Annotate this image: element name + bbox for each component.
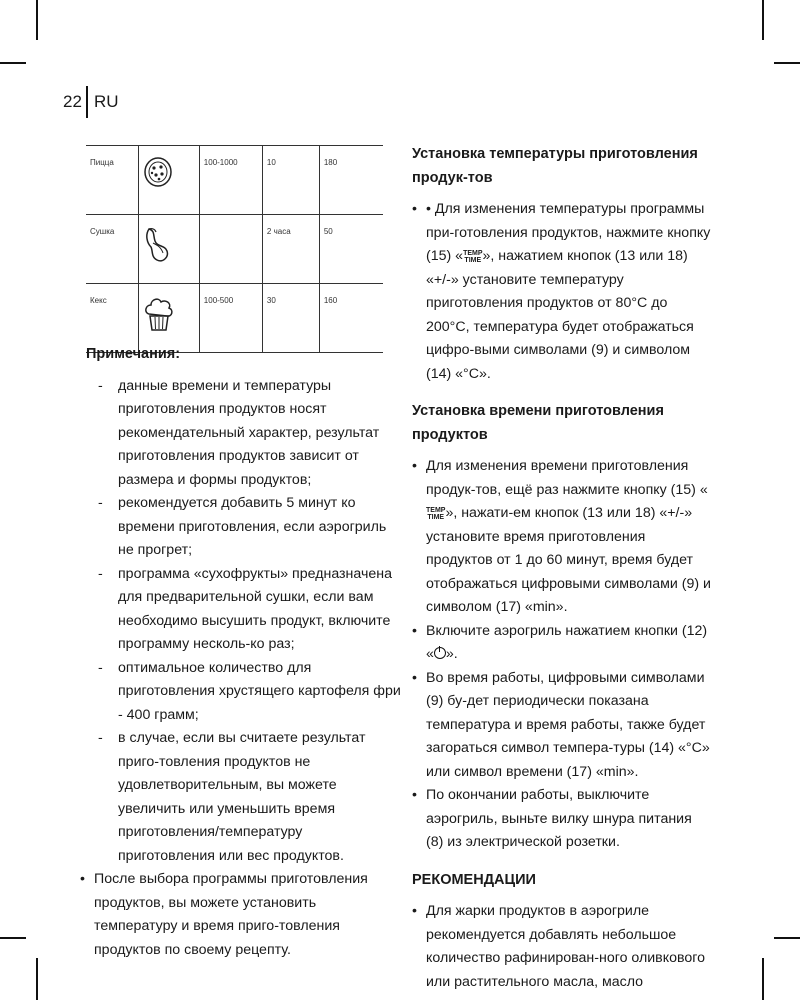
language-label: RU	[94, 92, 119, 111]
list-item: - в случае, если вы считаете результат приго-товления продуктов не удовлетворительным, вы можете увеличить или уменьшить время приготовления/температуру приготовления или вес продуктов.	[86, 727, 401, 868]
table-row	[86, 215, 383, 284]
time-list	[412, 455, 712, 855]
crop-mark	[0, 62, 26, 64]
temperature-list	[412, 198, 712, 386]
temp-time-button-icon: TEMP TIME	[463, 250, 483, 264]
crop-mark	[762, 0, 764, 40]
program-name: Кекс	[86, 284, 138, 353]
program-temperature: 50	[319, 215, 383, 284]
time-section-title: Установка времени приготовления продуктов	[412, 403, 664, 443]
program-time: 2 часа	[262, 215, 319, 284]
custom-settings-list	[80, 868, 401, 962]
program-temperature: 180	[319, 146, 383, 215]
muffin-icon	[143, 294, 175, 334]
program-temperature: 160	[319, 284, 383, 353]
program-name: Сушка	[86, 215, 138, 284]
notes-list	[86, 375, 401, 869]
list-item: - программа «сухофрукты» предназначена для предварительной сушки, если вам необходимо высушить продукт, включите программу несколь-ко раз;	[86, 563, 401, 657]
power-icon	[434, 647, 446, 659]
crop-mark	[36, 958, 38, 1000]
left-column	[86, 343, 401, 962]
list-item: • Во время работы, цифровыми символами (9) бу-дет периодически показана температура и время работы, также будет загораться символ темпера-туры (14) «°С» или символ времени (17) «min».	[412, 667, 712, 785]
crop-mark	[0, 937, 26, 939]
list-item: - оптимальное количество для приготовления хрустящего картофеля фри - 400 грамм;	[86, 657, 401, 728]
dried-fruit-icon	[143, 225, 173, 263]
recommendations-list	[412, 900, 712, 994]
list-item: • Для жарки продуктов в аэрогриле рекомендуется добавлять небольшое количество рафинирован-ного оливкового или растительного масла, масло	[412, 900, 712, 994]
right-column	[412, 143, 712, 994]
program-weight	[199, 215, 262, 284]
temperature-section-title: Установка температуры приготовления продук-тов	[412, 146, 698, 186]
recommendations-title: РЕКОМЕНДАЦИИ	[412, 871, 536, 888]
crop-mark	[774, 62, 800, 64]
temp-time-button-icon: TEMP TIME	[426, 507, 446, 521]
crop-mark	[762, 958, 764, 1000]
page-number: 22	[63, 92, 82, 111]
list-item: • • Для изменения температуры программы при-готовления продуктов, нажмите кнопку (15) « TEMP TIME », нажатием кнопок (13 или 18) «+/-» установите температуру приготовления продуктов от 80°С до 200°С, температура будет отображаться цифро-выми символами (9) и символом (14) «°С».	[412, 198, 712, 386]
notes-title: Примечания:	[86, 346, 181, 362]
table-row	[86, 146, 383, 215]
list-item: • После выбора программы приготовления продуктов, вы можете установить температуру и время приго-товления продуктов по своему рецепту.	[80, 868, 401, 962]
list-item: - рекомендуется добавить 5 минут ко времени приготовления, если аэрогриль не прогрет;	[86, 492, 401, 563]
program-table	[86, 145, 383, 353]
list-item: - данные времени и температуры приготовления продуктов носят рекомендательный характер, результат приготовления продуктов зависит от размера и формы продуктов;	[86, 375, 401, 493]
list-item: • По окончании работы, выключите аэрогриль, выньте вилку шнура питания (8) из электрической розетки.	[412, 784, 712, 855]
pizza-icon	[143, 156, 173, 190]
program-time: 10	[262, 146, 319, 215]
header-divider	[86, 86, 88, 118]
list-item: • Включите аэрогриль нажатием кнопки (12) « ».	[412, 620, 712, 667]
program-name: Пицца	[86, 146, 138, 215]
crop-mark	[774, 937, 800, 939]
crop-mark	[36, 0, 38, 40]
program-weight: 100-500	[199, 284, 262, 353]
program-weight: 100-1000	[199, 146, 262, 215]
list-item: • Для изменения времени приготовления продук-тов, ещё раз нажмите кнопку (15) « TEMP TIME », нажати-ем кнопок (13 или 18) «+/-» установите время приготовления продуктов от 1 до 60 минут, время будет отображаться цифровыми символами (9) и символом (17) «min».	[412, 455, 712, 620]
program-time: 30	[262, 284, 319, 353]
